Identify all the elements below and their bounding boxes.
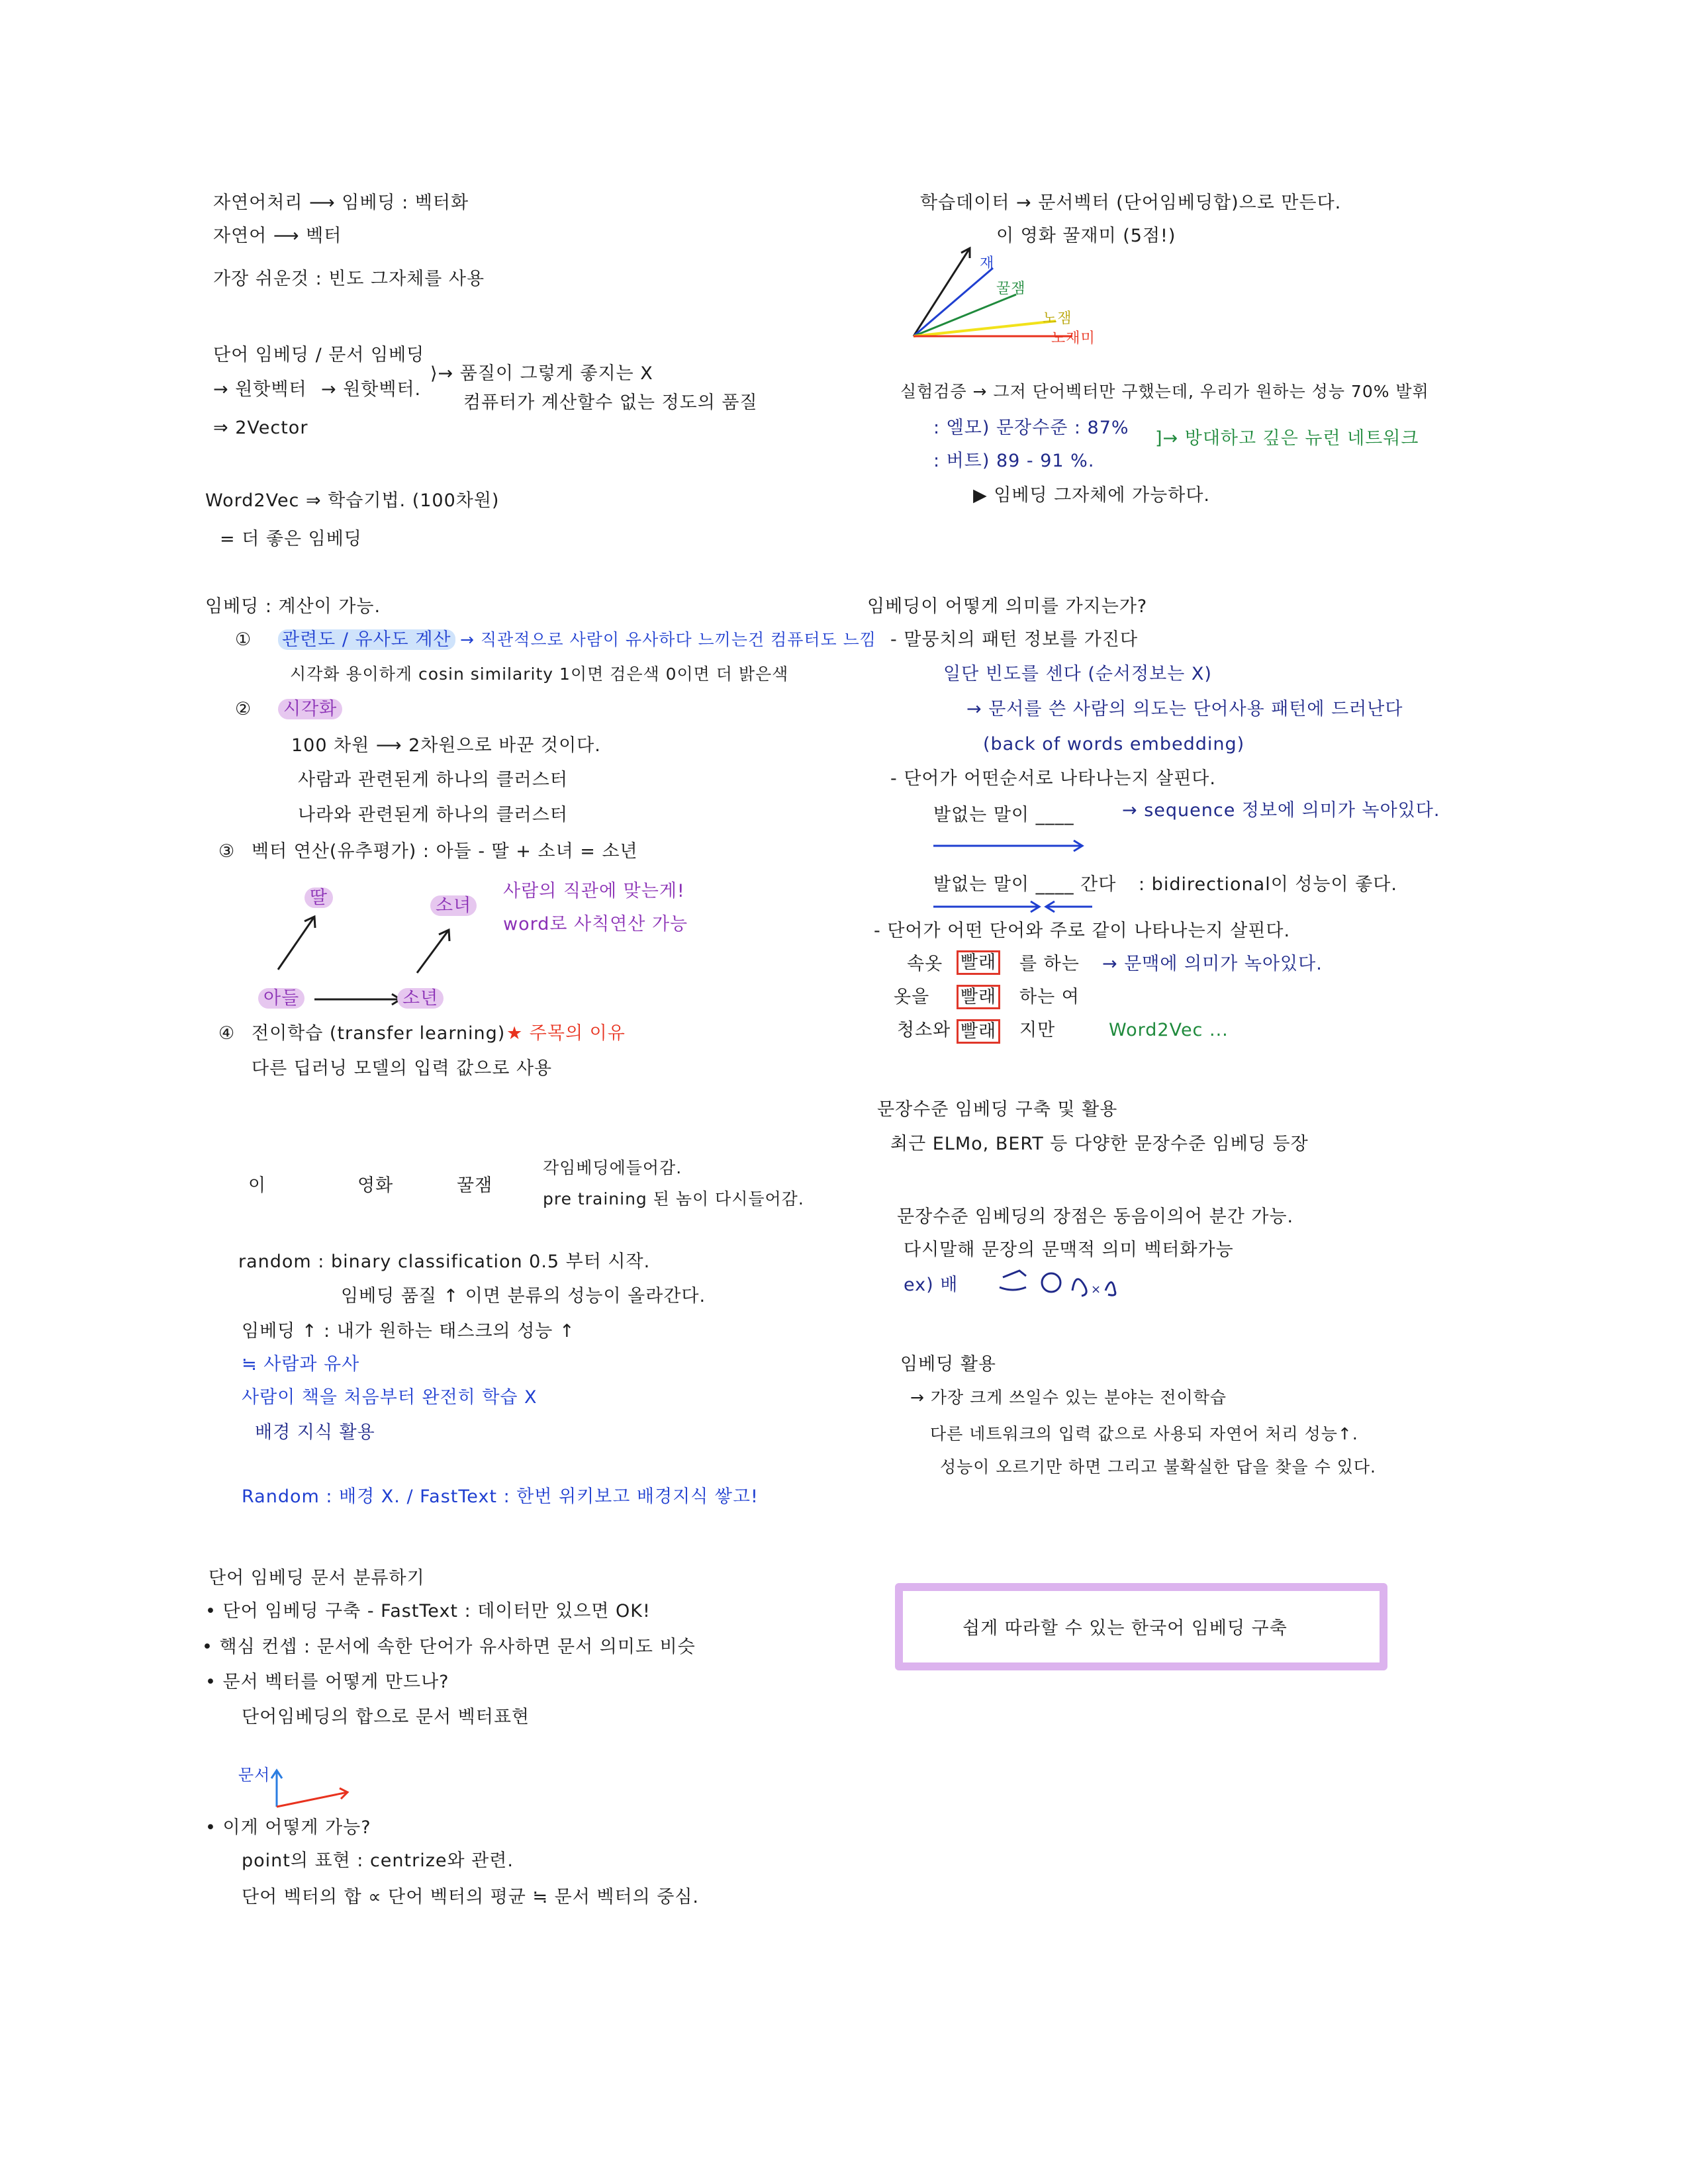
random-line-1: random : binary classification 0.5 부터 시작. — [238, 1251, 651, 1272]
vector-label-this: 재 — [980, 255, 995, 272]
diagram-girl-text: 소녀 — [430, 895, 477, 916]
experiment-bert: : 버트) 89 - 91 %. — [933, 451, 1095, 471]
embedding-types-line-1: 단어 임베딩 / 문서 임베딩 — [213, 345, 425, 365]
meaning-point-2-example-2: 발없는 말이 ____ 간다 — [933, 874, 1117, 895]
double-doodle — [1105, 1283, 1115, 1296]
example-word-2: 영화 — [357, 1175, 394, 1196]
context-row-2-target-text: 빨래 — [957, 985, 1000, 1009]
usage-line-2: 다른 네트워크의 입력 값으로 사용되 자연어 처리 성능↑. — [930, 1424, 1358, 1443]
human-line: 사람이 책을 처음부터 완전히 학습 X — [242, 1387, 538, 1408]
experiment-network-note: ]→ 방대하고 깊은 뉴런 네트워크 — [1155, 428, 1419, 449]
meaning-point-2: - 단어가 어떤순서로 나타나는지 살핀다. — [890, 768, 1216, 789]
transfer-note-2: pre training 된 놈이 다시들어감. — [543, 1189, 804, 1208]
belly-doodle — [1072, 1279, 1086, 1296]
sentence-advantage-1: 문장수준 임베딩의 장점은 동음이의어 분간 가능. — [897, 1206, 1294, 1227]
vector-label-honey: 꿀잼 — [996, 281, 1026, 297]
context-note-1: → 문맥에 의미가 녹아있다. — [1102, 954, 1323, 974]
context-row-2-after: 하는 여 — [1019, 987, 1080, 1007]
embedding-types-onehot-1: → 원핫벡터 — [213, 379, 307, 400]
sentence-heading: 문장수준 임베딩 구축 및 활용 — [877, 1099, 1118, 1120]
item-1-subtext: 시각화 용이하게 cosin similarity 1이면 검은색 0이면 더 밝은색 — [290, 664, 789, 684]
context-row-3-target-text: 빨래 — [957, 1019, 1000, 1044]
item-2-sub-1: 100 차원 ⟶ 2차원으로 바꾼 것이다. — [291, 735, 601, 756]
item-3-note-1: 사람의 직관에 맞는게! — [503, 881, 685, 901]
embedding-types-2vector: ⇒ 2Vector — [213, 418, 308, 438]
training-line-1: 학습데이터 → 문서벡터 (단어임베딩합)으로 만든다. — [920, 193, 1342, 213]
background-knowledge-line: 배경 지식 활용 — [255, 1422, 375, 1443]
embedding-types-quality-note: ⟩→ 품질이 그렇게 좋지는 X — [430, 363, 653, 384]
item-2-label-text: 시각화 — [278, 699, 342, 719]
transfer-note-1: 각임베딩에들어감. — [543, 1158, 682, 1177]
experiment-elmo: : 엘모) 문장수준 : 87% — [933, 418, 1129, 438]
item-4-note: ★ 주목의 이유 — [506, 1023, 626, 1044]
meaning-point-2-note-2: : bidirectional이 성능이 좋다. — [1139, 874, 1397, 895]
times-doodle: × — [1091, 1283, 1102, 1297]
doc-classify-bullet-4-sub-1: point의 표현 : centrize와 관련. — [242, 1850, 514, 1871]
usage-heading: 임베딩 활용 — [900, 1354, 996, 1375]
item-2-sub-2: 사람과 관련된게 하나의 클러스터 — [298, 770, 568, 790]
word2vec-line-2: = 더 좋은 임베딩 — [220, 529, 362, 549]
doc-classify-bullet-2: • 핵심 컨셉 : 문서에 속한 단어가 유사하면 문서 의미도 비슷 — [202, 1637, 696, 1657]
doc-classify-bullet-1: • 단어 임베딩 구축 - FastText : 데이터만 있으면 OK! — [205, 1601, 651, 1621]
embed-up-line: 임베딩 ↑ : 내가 원하는 태스크의 성능 ↑ — [242, 1321, 575, 1342]
meaning-point-1-sub-1: 일단 빈도를 센다 (순서정보는 X) — [943, 664, 1212, 684]
meaning-point-1-sub-2: → 문서를 쓴 사람의 의도는 단어사용 패턴에 드러난다 — [966, 699, 1403, 719]
experiment-line-1: 실험검증 → 그저 단어벡터만 구했는데, 우리가 원하는 성능 70% 발휘 — [900, 382, 1429, 401]
doc-vector-diagram — [205, 192, 867, 1846]
embedding-types-onehot-2: → 원핫벡터. — [321, 379, 422, 400]
random-line-2: 임베딩 품질 ↑ 이면 분류의 성능이 올라간다. — [341, 1286, 706, 1306]
meaning-point-2-example-1: 발없는 말이 ____ — [933, 805, 1074, 825]
doc-vector-arrow — [277, 1792, 348, 1807]
embed-calc-heading: 임베딩 : 계산이 가능. — [205, 596, 381, 617]
doc-classify-heading: 단어 임베딩 문서 분류하기 — [209, 1568, 425, 1588]
meaning-point-2-note-1: → sequence 정보에 의미가 녹아있다. — [1122, 800, 1440, 821]
sentence-example: ex) 배 — [904, 1275, 959, 1295]
item-4-subtext: 다른 딥러닝 모델의 입력 값으로 사용 — [252, 1058, 553, 1079]
usage-line-3: 성능이 오르기만 하면 그리고 불확실한 답을 찾을 수 있다. — [940, 1457, 1376, 1477]
experiment-conclusion: ▶ 임베딩 그자체에 가능하다. — [973, 485, 1210, 506]
item-1-note: → 직관적으로 사람이 유사하다 느끼는건 컴퓨터도 느낌 — [460, 630, 876, 649]
context-row-3-after: 지만 — [1019, 1020, 1056, 1040]
homonym-doodles — [867, 192, 1463, 1317]
usage-line-1: → 가장 크게 쓰일수 있는 분야는 전이학습 — [910, 1388, 1227, 1407]
context-row-1-before: 속옷 — [907, 954, 943, 974]
meaning-point-1: - 말뭉치의 패턴 정보를 가진다 — [890, 629, 1139, 650]
item-4-number: ④ — [218, 1023, 236, 1044]
boat-doodle — [1000, 1271, 1026, 1290]
diagram-boy-text: 소년 — [397, 988, 444, 1009]
example-word-1: 이 — [248, 1175, 267, 1196]
vector-label-yellow: 노잼 — [1043, 310, 1072, 327]
doc-classify-bullet-3: • 문서 벡터를 어떻게 만드나? — [205, 1672, 449, 1692]
intro-line-2: 자연어 ⟶ 벡터 — [213, 226, 342, 246]
embedding-types-quality-note-2: 컴퓨터가 계산할수 없는 정도의 품질 — [463, 392, 758, 413]
similar-line: ≒ 사람과 유사 — [242, 1354, 360, 1375]
item-3-number: ③ — [218, 841, 236, 862]
diagram-son-text: 아들 — [258, 988, 305, 1009]
item-3-note-2: word로 사칙연산 가능 — [503, 914, 688, 934]
sentence-line-1: 최근 ELMo, BERT 등 다양한 문장수준 임베딩 등장 — [890, 1134, 1309, 1154]
meaning-heading: 임베딩이 어떻게 의미를 가지는가? — [867, 596, 1148, 617]
doc-vector-axis-label: 문서 — [238, 1766, 271, 1784]
item-2-number: ② — [235, 699, 252, 719]
item-1-number: ① — [235, 629, 252, 650]
korean-embedding-note-text: 쉽게 따라할 수 있는 한국어 임베딩 구축 — [962, 1618, 1288, 1639]
context-row-1-after: 를 하는 — [1019, 954, 1080, 974]
item-1-label-text: 관련도 / 유사도 계산 — [278, 629, 455, 650]
item-2-sub-3: 나라와 관련된게 하나의 클러스터 — [298, 805, 568, 825]
intro-line-3: 가장 쉬운것 : 빈도 그자체를 사용 — [213, 269, 485, 289]
korean-embedding-note-box — [895, 1583, 1387, 1670]
word2vec-line-1: Word2Vec ⇒ 학습기법. (100차원) — [205, 490, 500, 511]
pear-doodle — [1042, 1273, 1060, 1292]
doc-classify-bullet-4-sub-2: 단어 벡터의 합 ∝ 단어 벡터의 평균 ≒ 문서 벡터의 중심. — [242, 1887, 699, 1907]
item-3-label: 벡터 연산(유추평가) : 아들 - 딸 + 소녀 = 소년 — [252, 841, 638, 862]
context-row-1-target-text: 빨래 — [957, 950, 1000, 975]
vector-label-red: 노재미 — [1051, 330, 1096, 347]
context-row-3-before: 청소와 — [897, 1020, 951, 1040]
random-vs-fasttext-line: Random : 배경 X. / FastText : 한번 위키보고 배경지식 쌓고! — [242, 1486, 759, 1507]
context-note-2: Word2Vec ... — [1109, 1020, 1229, 1040]
diagram-daughter-text: 딸 — [305, 887, 333, 908]
meaning-point-1-sub-3: (back of words embedding) — [983, 734, 1245, 754]
context-row-2-before: 옷을 — [894, 987, 930, 1007]
training-line-2: 이 영화 꿀재미 (5점!) — [996, 226, 1176, 246]
doc-classify-bullet-3-sub: 단어임베딩의 합으로 문서 벡터표현 — [242, 1707, 530, 1727]
doc-classify-bullet-4: • 이게 어떻게 가능? — [205, 1817, 371, 1838]
meaning-point-3: - 단어가 어떤 단어와 주로 같이 나타나는지 살핀다. — [874, 921, 1291, 941]
sentence-advantage-2: 다시말해 문장의 문맥적 의미 벡터화가능 — [904, 1240, 1234, 1260]
intro-line-1: 자연어처리 ⟶ 임베딩 : 벡터화 — [213, 193, 469, 213]
example-word-3: 꿀잼 — [457, 1175, 493, 1196]
item-4-label: 전이학습 (transfer learning) — [252, 1023, 506, 1044]
